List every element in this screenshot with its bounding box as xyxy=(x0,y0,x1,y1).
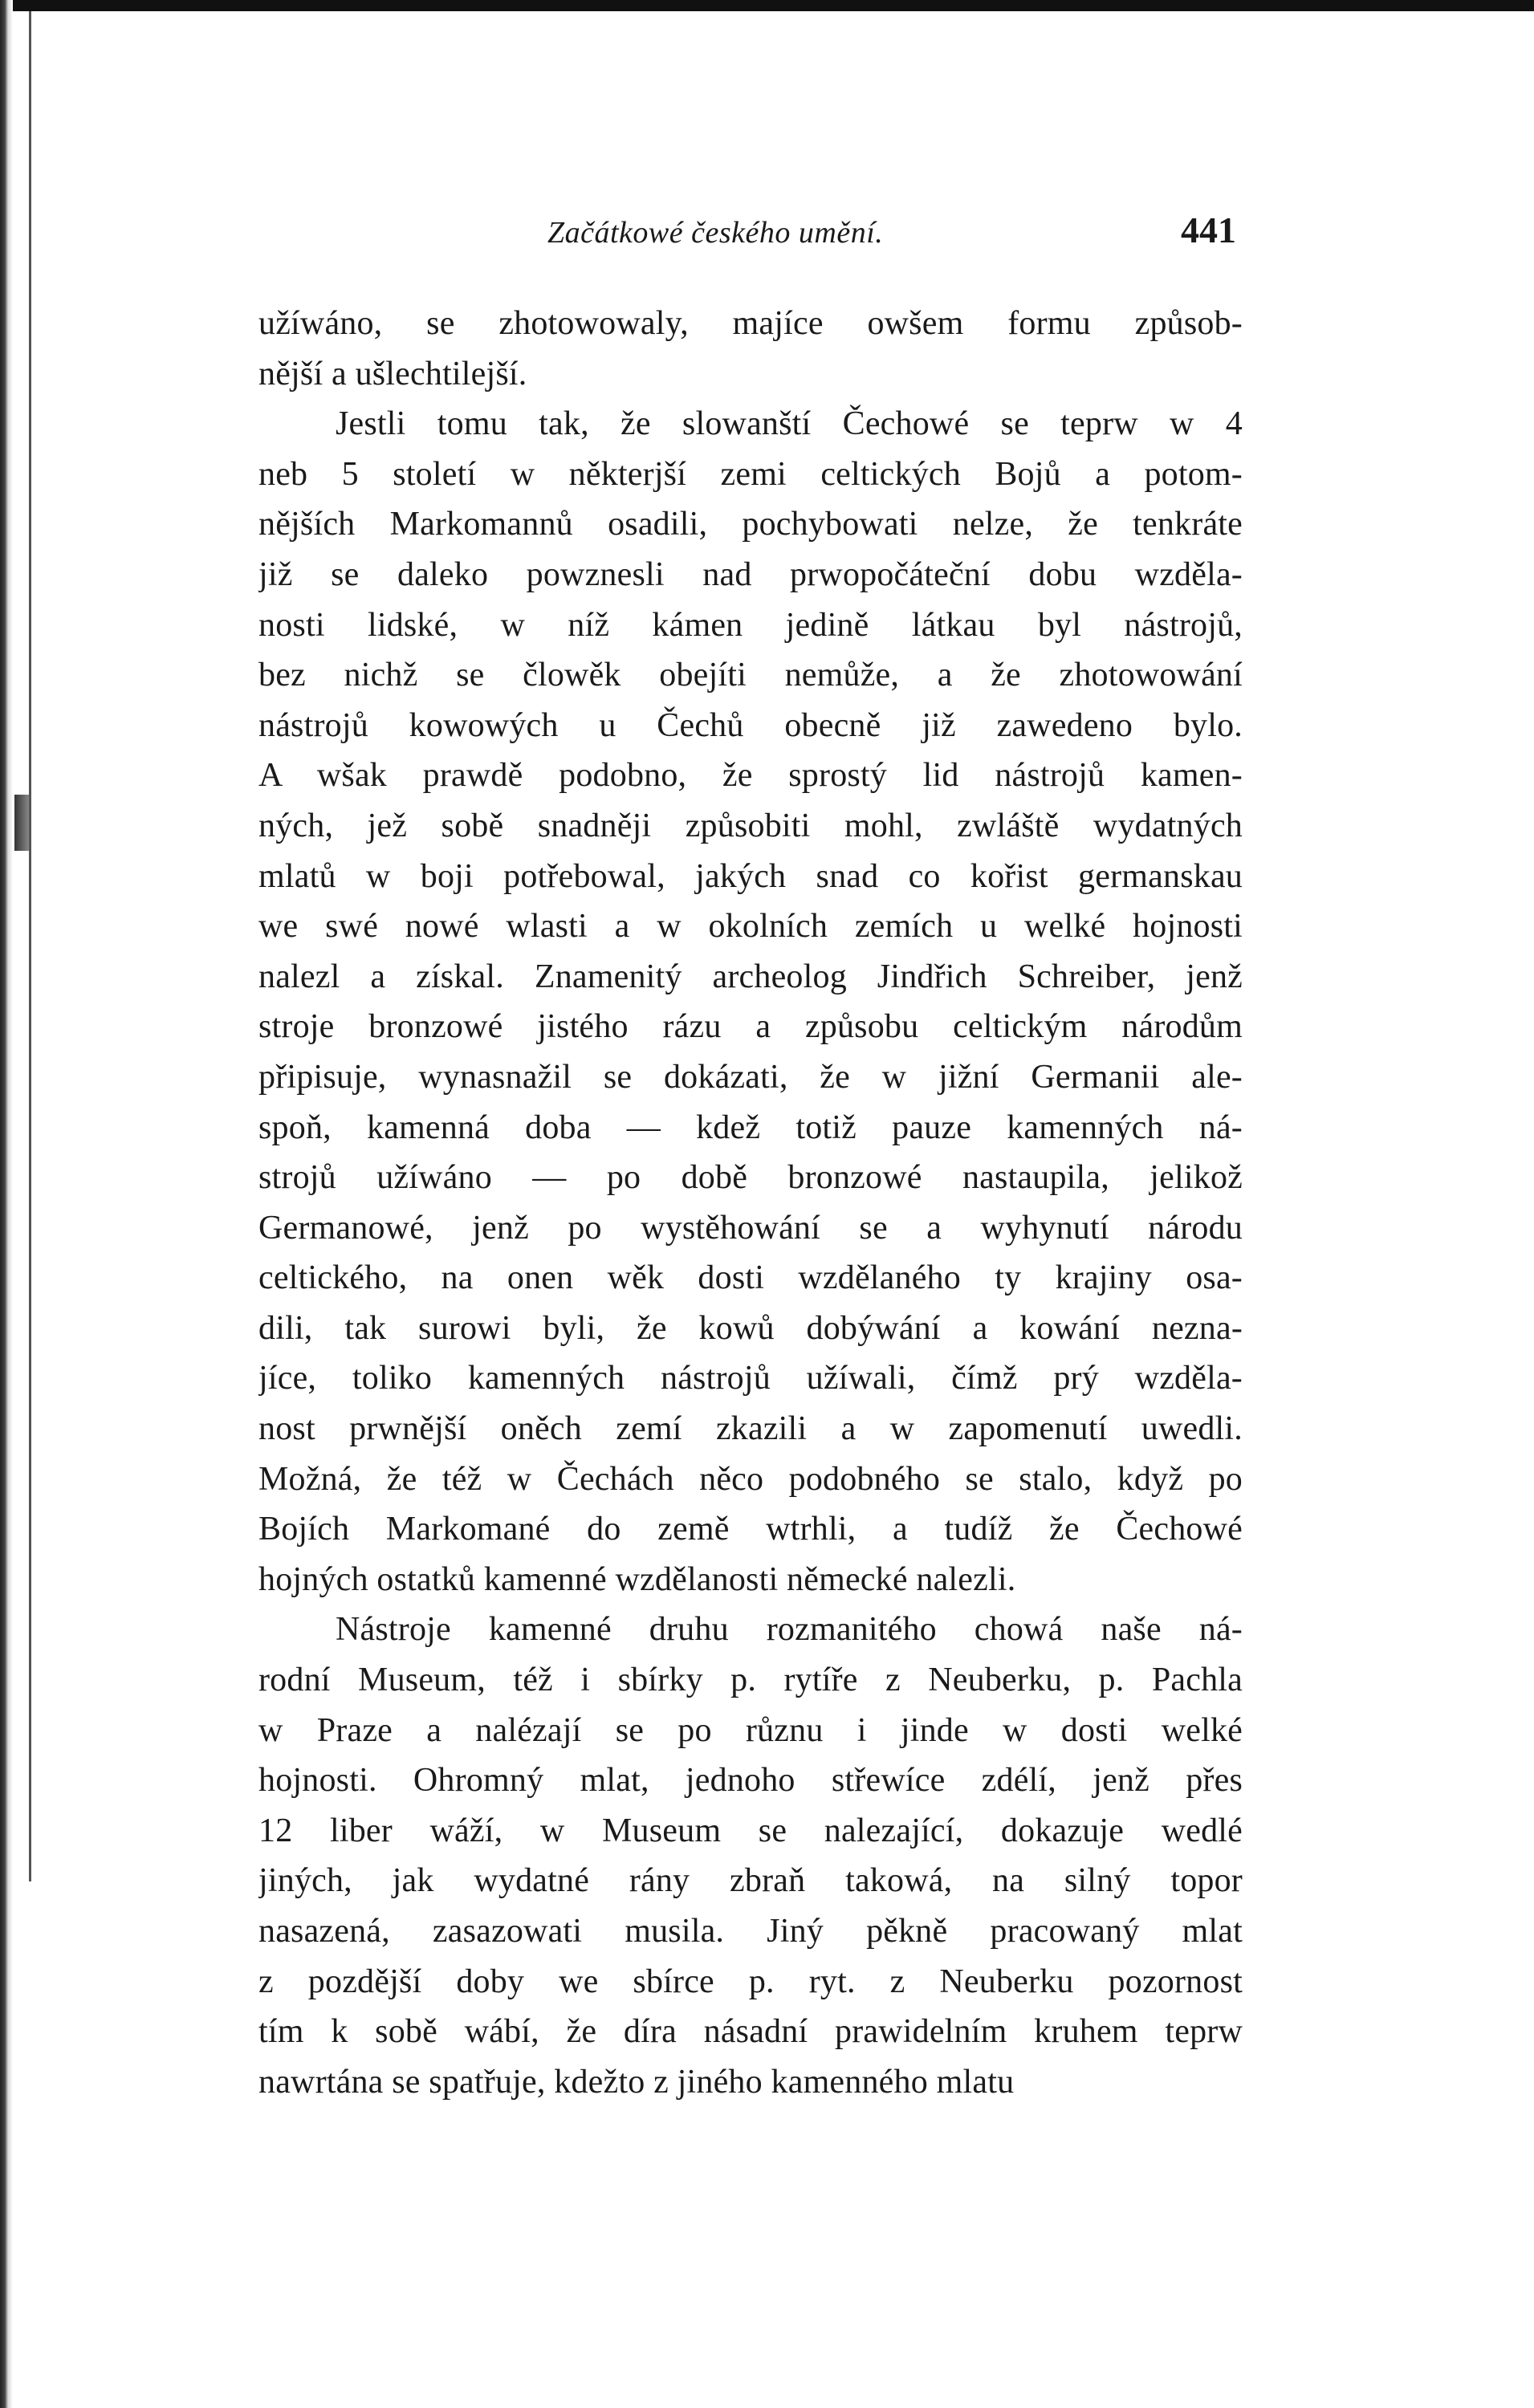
text-line: w Praze a nalézají se po různu i jinde w dosti welké xyxy=(258,1711,1243,1749)
text-line: tím k sobě wábí, že díra násadní prawidelním kruhem teprw xyxy=(258,2013,1243,2051)
scan-top-edge xyxy=(0,0,1534,11)
body-text xyxy=(258,299,1243,2107)
text-line: 12 liber wáží, w Museum se nalezající, dokazuje wedlé xyxy=(258,1812,1243,1849)
text-line: mlatů w boji potřebowal, jakých snad co kořist germanskau xyxy=(258,857,1243,895)
text-line: hojných ostatků kamenné wzdělanosti německé nalezli. xyxy=(258,1560,1016,1598)
text-line: we swé nowé wlasti a w okolních zemích u welké hojnosti xyxy=(258,908,1243,946)
text-line: již se daleko powznesli nad prwopočáteční dobu wzděla- xyxy=(258,555,1243,593)
page-fold-line xyxy=(29,11,31,1881)
text-line: celtického, na onen wěk dosti wzdělaného ty krajiny osa- xyxy=(258,1259,1243,1297)
text-line: nástrojů kowowých u Čechů obecně již zawedeno bylo. xyxy=(258,706,1243,744)
text-line: Germanowé, jenž po wystěhowání se a wyhynutí národu xyxy=(258,1209,1243,1247)
running-head xyxy=(258,209,1243,257)
text-line: Bojích Markomané do země wtrhli, a tudíž že Čechowé xyxy=(258,1511,1243,1548)
text-line: neb 5 století w některjší zemi celtických Bojů a potom- xyxy=(258,455,1243,493)
text-line: spoň, kamenná doba — kdež totiž pauze kamenných ná- xyxy=(258,1108,1243,1146)
binding-mark xyxy=(14,795,29,851)
text-line: nějších Markomannů osadili, pochybowati nelze, že tenkráte xyxy=(258,506,1243,543)
scan-left-edge xyxy=(0,0,13,2408)
text-line: hojnosti. Ohromný mlat, jednoho střewíce zdélí, jenž přes xyxy=(258,1762,1243,1800)
text-line: rodní Museum, též i sbírky p. rytíře z Neuberku, p. Pachla xyxy=(258,1662,1243,1699)
text-line: nost prwnější oněch zemí zkazili a w zapomenutí uwedli. xyxy=(258,1410,1243,1448)
text-line: stroje bronzowé jistého rázu a způsobu celtickým národům xyxy=(258,1008,1243,1046)
text-line: užíwáno, se zhotowowaly, majíce owšem formu způsob- xyxy=(258,305,1243,342)
text-line: dili, tak surowi byli, že kowů dobýwání a kowání nezna- xyxy=(258,1309,1243,1347)
text-line: jiných, jak wydatné rány zbraň takowá, na silný topor xyxy=(258,1862,1243,1900)
text-line: bez nichž se člowěk obejíti nemůže, a že zhotowowání xyxy=(258,657,1243,694)
text-line: jíce, toliko kamenných nástrojů užíwali, čímž prý wzděla- xyxy=(258,1360,1243,1397)
running-title: Začátkowé českého umění. xyxy=(547,216,884,250)
text-line: Jestli tomu tak, že slowanští Čechowé se teprw w 4 xyxy=(336,405,1243,443)
text-line: připisuje, wynasnažil se dokázati, že w jižní Germanii ale- xyxy=(258,1058,1243,1096)
text-line: Možná, že též w Čechách něco podobného se stalo, když po xyxy=(258,1460,1243,1498)
paragraph xyxy=(258,399,1243,1605)
book-page xyxy=(258,209,1243,2107)
text-line: nosti lidské, w níž kámen jedině látkau byl nástrojů, xyxy=(258,606,1243,644)
text-line: nalezl a získal. Znamenitý archeolog Jindřich Schreiber, jenž xyxy=(258,958,1243,995)
text-line: nější a ušlechtilejší. xyxy=(258,355,527,393)
paragraph xyxy=(258,299,1243,399)
text-line: ných, jež sobě snadněji způsobiti mohl, zwláště wydatných xyxy=(258,807,1243,844)
text-line: A wšak prawdě podobno, že sprostý lid nástrojů kamen- xyxy=(258,757,1243,795)
text-line: z pozdější doby we sbírce p. ryt. z Neuberku pozornost xyxy=(258,1963,1243,2000)
text-line: nawrtána se spatřuje, kdežto z jiného kamenného mlatu xyxy=(258,2063,1015,2101)
page-number: 441 xyxy=(1181,209,1236,250)
text-line: nasazená, zasazowati musila. Jiný pěkně pracowaný mlat xyxy=(258,1913,1243,1950)
text-line: strojů užíwáno — po době bronzowé nastaupila, jelikož xyxy=(258,1159,1243,1197)
paragraph xyxy=(258,1605,1243,2107)
text-line: Nástroje kamenné druhu rozmanitého chowá naše ná- xyxy=(336,1611,1243,1649)
